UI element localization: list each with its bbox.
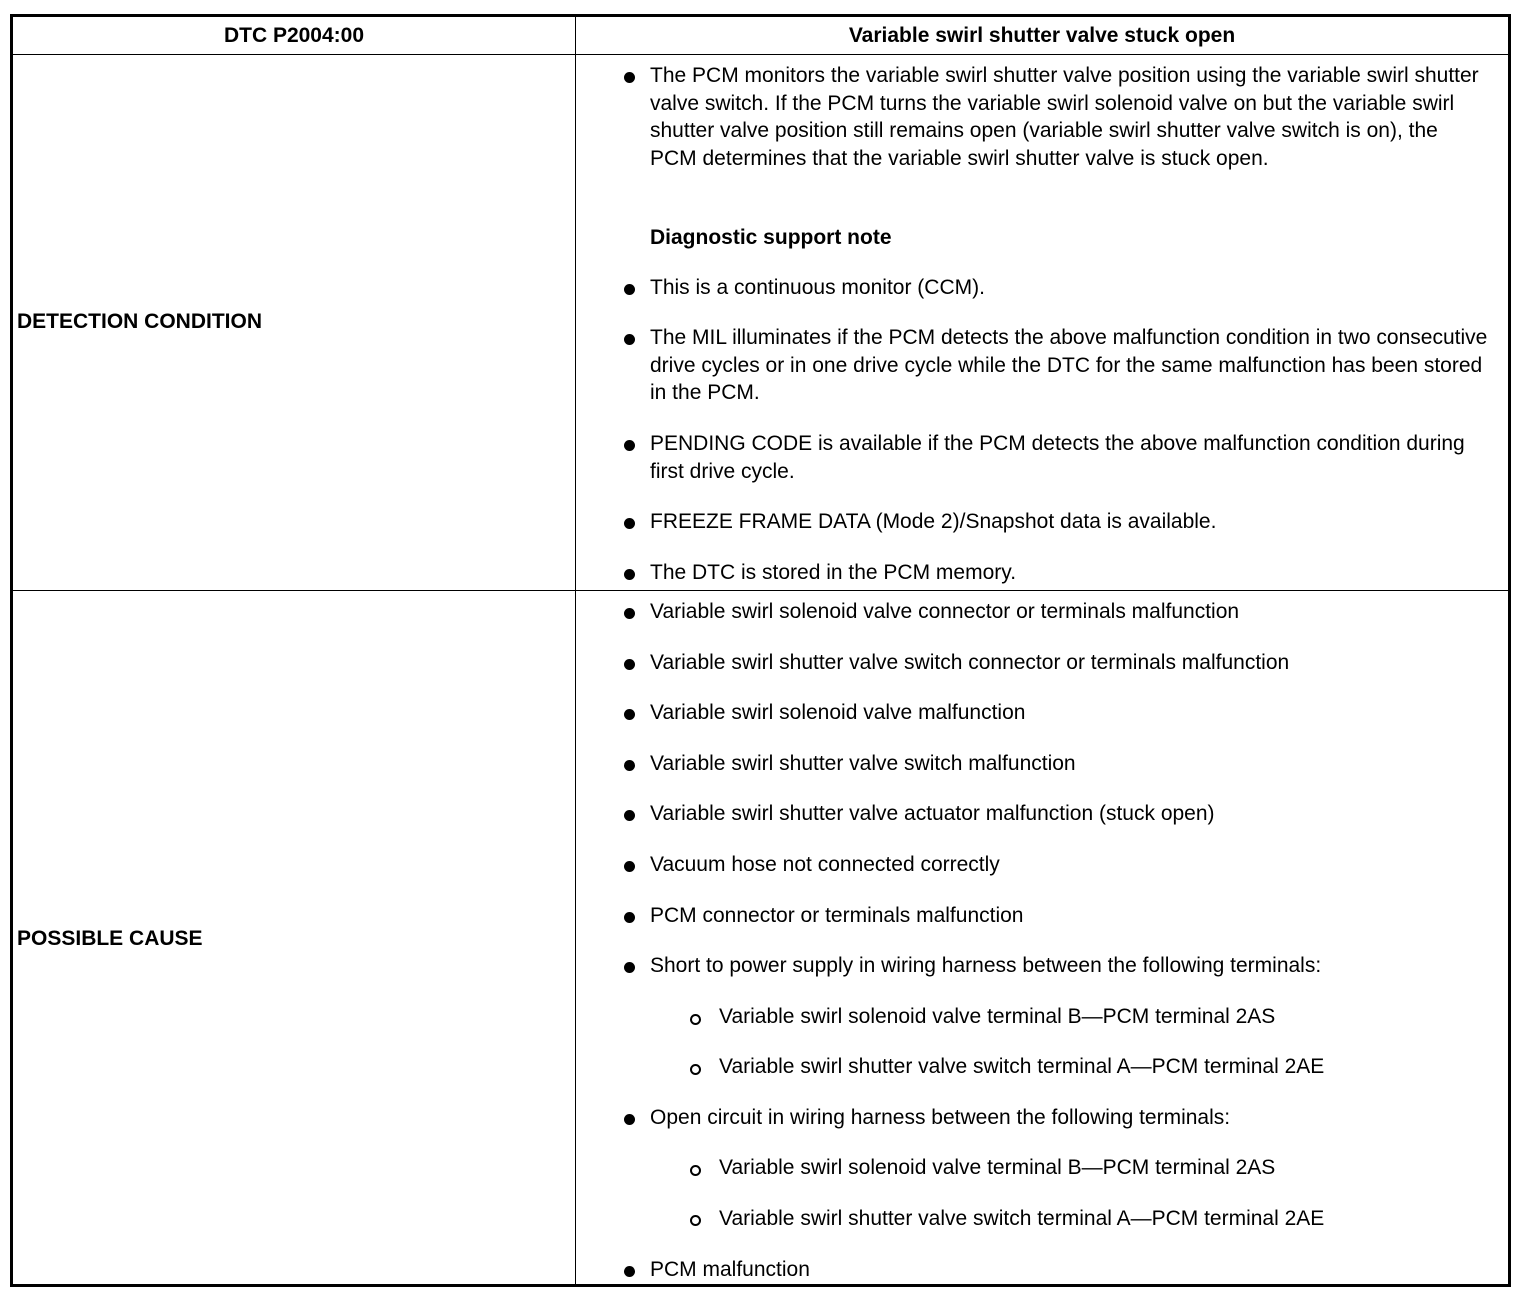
bullet-icon bbox=[624, 1266, 635, 1277]
possible-cause-item: Variable swirl shutter valve switch malfunction bbox=[650, 752, 1076, 775]
possible-cause-subitem: Variable swirl shutter valve switch terminal A—PCM terminal 2AE bbox=[719, 1207, 1325, 1230]
bullet-icon bbox=[624, 659, 635, 670]
detection-condition-content bbox=[576, 17, 1508, 590]
possible-cause-subitem: Variable swirl solenoid valve terminal B—PCM terminal 2AS bbox=[719, 1156, 1276, 1179]
bullet-icon bbox=[624, 440, 635, 451]
detection-note-item: This is a continuous monitor (CCM). bbox=[650, 276, 985, 299]
possible-cause-item: Open circuit in wiring harness between the following terminals: bbox=[650, 1106, 1231, 1129]
possible-cause-item: Short to power supply in wiring harness between the following terminals: bbox=[650, 954, 1322, 977]
possible-cause-item: PCM connector or terminals malfunction bbox=[650, 904, 1024, 927]
possible-cause-item: Variable swirl shutter valve switch connector or terminals malfunction bbox=[650, 651, 1290, 674]
possible-cause-item: PCM malfunction bbox=[650, 1258, 810, 1281]
bullet-icon bbox=[624, 709, 635, 720]
possible-cause-subitem: Variable swirl solenoid valve terminal B—PCM terminal 2AS bbox=[719, 1005, 1276, 1028]
dtc-table bbox=[10, 14, 1511, 1287]
possible-cause-item: Variable swirl solenoid valve connector or terminals malfunction bbox=[650, 600, 1240, 623]
detection-condition-label: DETECTION CONDITION bbox=[17, 310, 262, 333]
hollow-bullet-icon bbox=[690, 1014, 701, 1025]
possible-cause-content bbox=[576, 591, 1508, 1284]
possible-cause-item: Variable swirl shutter valve actuator malfunction (stuck open) bbox=[650, 802, 1215, 825]
detection-intro: The PCM monitors the variable swirl shutter valve position using the variable swirl shutter valve switch. If the PCM turns the variable swirl solenoid valve on but the variable swirl shutter valve position still remains open (variable swirl shutter valve switch is on), the PCM determines that the variable swirl shutter valve is stuck open. bbox=[650, 64, 1479, 170]
bullet-icon bbox=[624, 608, 635, 619]
bullet-icon bbox=[624, 810, 635, 821]
possible-cause-item: Variable swirl solenoid valve malfunction bbox=[650, 701, 1026, 724]
dtc-description-header: Variable swirl shutter valve stuck open bbox=[848, 24, 1236, 47]
diagnostic-support-note-heading: Diagnostic support note bbox=[650, 226, 892, 249]
possible-cause-label: POSSIBLE CAUSE bbox=[17, 927, 203, 950]
possible-cause-subitem: Variable swirl shutter valve switch terminal A—PCM terminal 2AE bbox=[719, 1055, 1325, 1078]
bullet-icon bbox=[624, 334, 635, 345]
detection-note-item: FREEZE FRAME DATA (Mode 2)/Snapshot data is available. bbox=[650, 510, 1217, 533]
bullet-icon bbox=[624, 518, 635, 529]
bullet-icon bbox=[624, 962, 635, 973]
dtc-code-header: DTC P2004:00 bbox=[223, 24, 365, 47]
hollow-bullet-icon bbox=[690, 1215, 701, 1226]
detection-note-item: The MIL illuminates if the PCM detects the above malfunction condition in two consecutive drive cycles or in one drive cycle while the DTC for the same malfunction has been stored in the PCM. bbox=[650, 326, 1488, 404]
bullet-icon bbox=[624, 912, 635, 923]
bullet-icon bbox=[624, 72, 635, 83]
bullet-icon bbox=[624, 284, 635, 295]
bullet-icon bbox=[624, 861, 635, 872]
hollow-bullet-icon bbox=[690, 1165, 701, 1176]
bullet-icon bbox=[624, 760, 635, 771]
bullet-icon bbox=[624, 1114, 635, 1125]
bullet-icon bbox=[624, 569, 635, 580]
detection-note-item: PENDING CODE is available if the PCM detects the above malfunction condition during first drive cycle. bbox=[650, 432, 1465, 483]
detection-note-item: The DTC is stored in the PCM memory. bbox=[650, 561, 1017, 584]
hollow-bullet-icon bbox=[690, 1064, 701, 1075]
possible-cause-item: Vacuum hose not connected correctly bbox=[650, 853, 1000, 876]
